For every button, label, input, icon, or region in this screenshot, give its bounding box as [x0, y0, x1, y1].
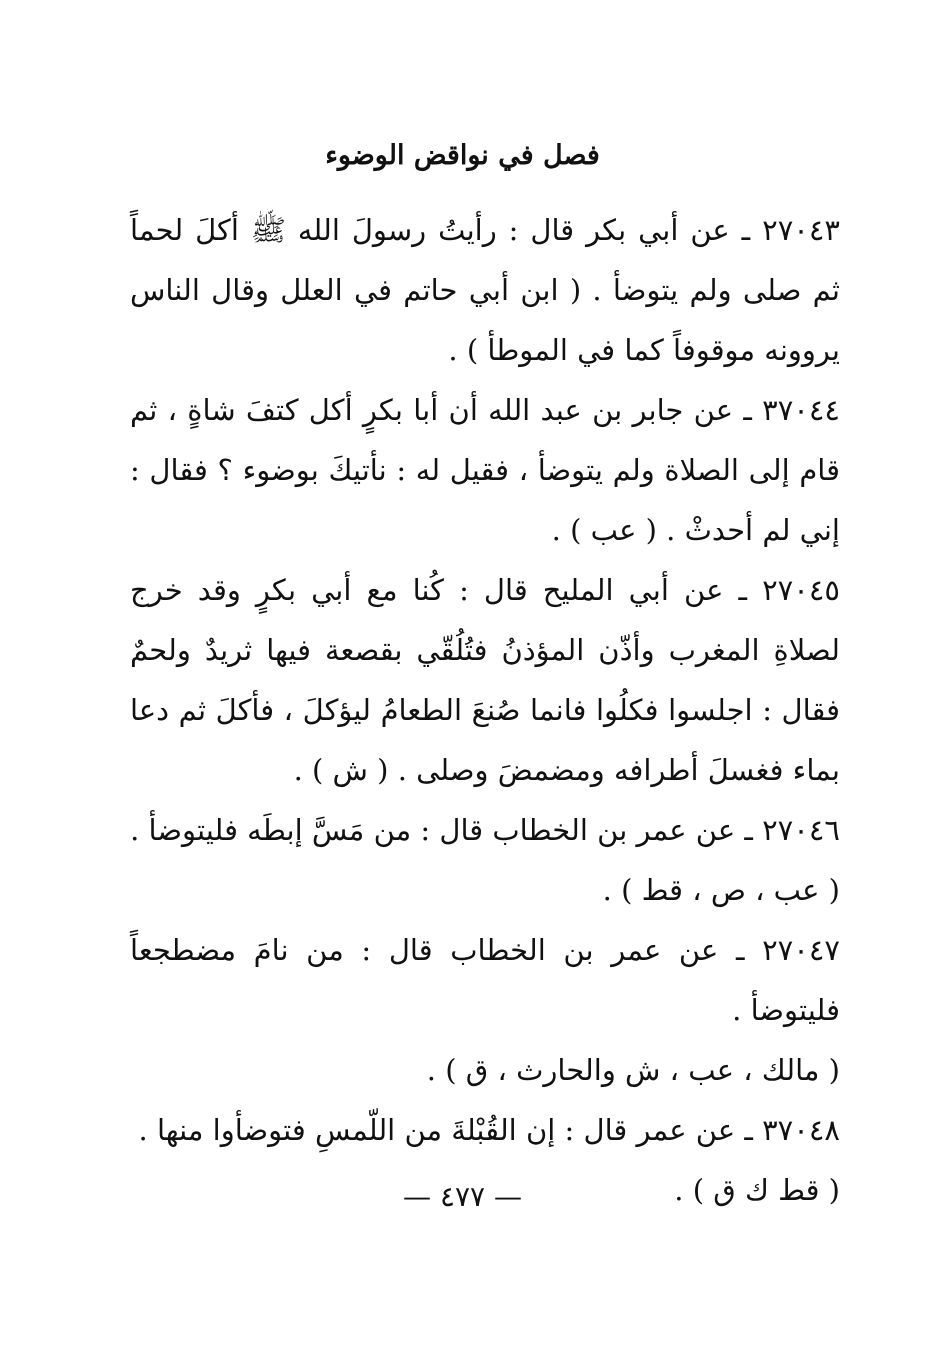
hadith-number: ٢٧٠٤٥ [762, 573, 840, 607]
hadith-text: عن أبي بكر قال : رأيتُ رسولَ الله ﷺ أكلَ لحماً ثم صلى ولم يتوضأ . ( ابن أبي حاتم في العلل وقال الناس يروونه موقوفاً كما في الموطأ ) . [130, 213, 840, 367]
dash-separator: ـ [735, 813, 753, 847]
hadith-text: عن أبي المليح قال : كُنا مع أبي بكرٍ وقد خرج لصلاةِ المغرب وأذّن المؤذنُ فتُلُقّي بقصعة فيها ثريدٌ ولحمٌ فقال : اجلسوا فكلُوا فانما صُنعَ الطعامُ ليؤكلَ ، فأكلَ ثم دعا بماء فغسلَ أطرافه ومضمضَ وصلى . ( ش ) . [130, 573, 840, 787]
hadith-number: ٢٧٠٤٦ [762, 813, 840, 847]
hadith-text: عن عمر بن الخطاب قال : من مَسَّ إبطَه فليتوضأ . [130, 813, 736, 847]
hadith-number: ٢٧٠٤٣ [762, 213, 841, 247]
hadith-text: عن عمر قال : إن القُبْلةَ من اللّمسِ فتوضأوا منها . [138, 1113, 736, 1147]
hadith-source: ( مالك ، عب ، ش والحارث ، ق ) . [426, 1053, 840, 1087]
hadith-text: عن عمر بن الخطاب قال : من نامَ مضطجعاً فليتوضأ . [130, 933, 840, 1027]
hadith-source: ( عب ، ص ، قط ) . [602, 873, 840, 907]
hadith-number: ٣٧٠٤٤ [762, 393, 841, 427]
hadith-text: عن جابر بن عبد الله أن أبا بكرٍ أكل كتفَ شاةٍ ، ثم قام إلى الصلاة ولم يتوضأ ، فقيل له : نأتيكَ بوضوء ؟ فقال : إني لم أحدثْ . ( عب ) . [130, 393, 840, 547]
hadith-entry-27045 [130, 560, 840, 800]
section-title: فصل في نواقض الوضوء [325, 140, 600, 171]
hadith-entry-37044 [130, 380, 840, 560]
hadith-number: ٢٧٠٤٧ [762, 933, 840, 967]
hadith-source: ( قط ك ق ) . [674, 1173, 840, 1207]
hadith-entry-27043 [130, 200, 840, 380]
hadith-entry-27047 [130, 920, 840, 1040]
hadith-list [130, 200, 840, 1220]
hadith-entry-27046 [130, 800, 840, 860]
hadith-entry-37048 [130, 1100, 840, 1160]
dash-separator: ـ [735, 1113, 753, 1147]
dash-separator: ـ [729, 213, 751, 247]
dash-separator: ـ [723, 573, 747, 607]
page-number: — ٤٧٧ — [403, 1180, 522, 1213]
dash-separator: ـ [733, 393, 752, 427]
dash-separator: ـ [718, 933, 745, 967]
hadith-number: ٣٧٠٤٨ [762, 1113, 840, 1147]
